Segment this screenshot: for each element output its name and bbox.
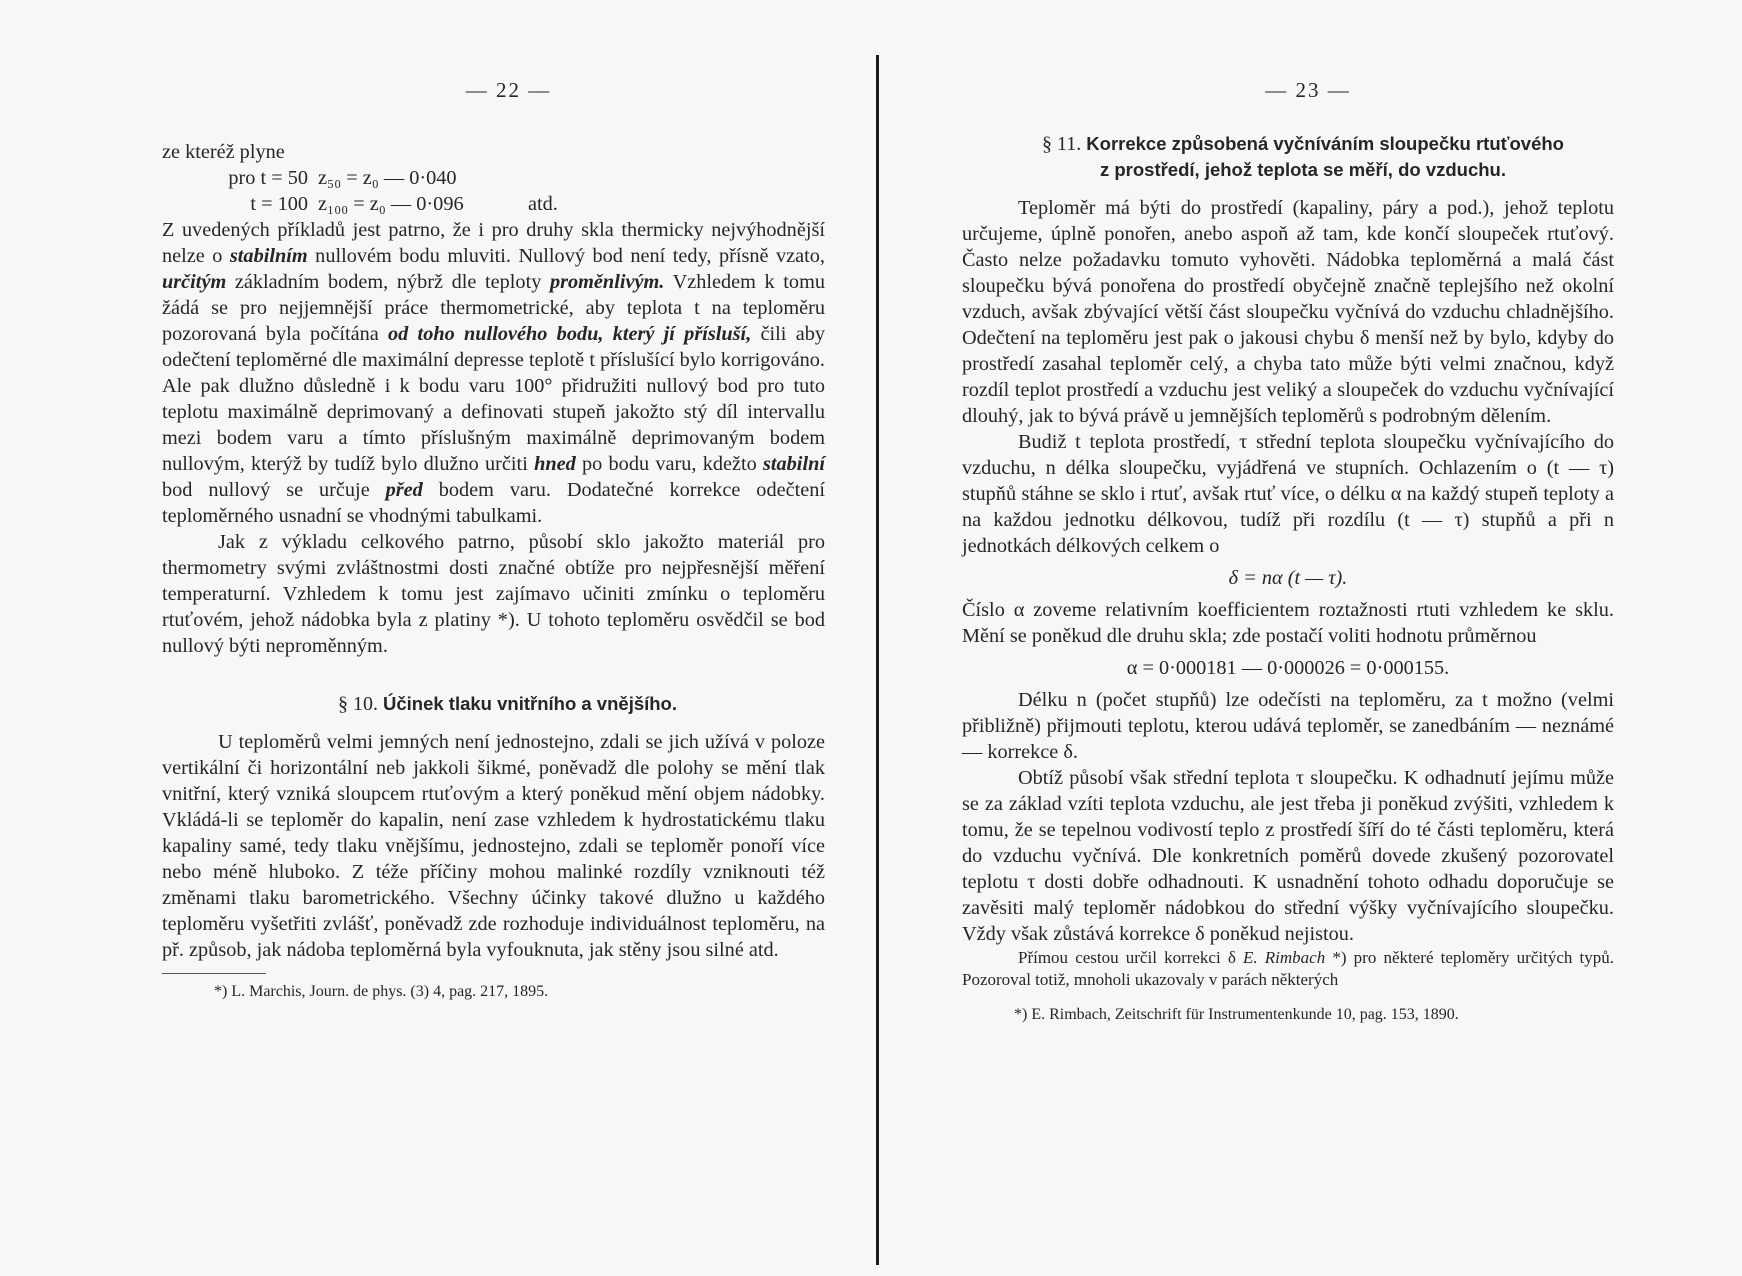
emphasis: stabilním — [229, 245, 308, 267]
text-run: Vzhledem k tomu žádá se pro nejjemnější práce thermometrické, aby teplota t na teploměru pozorovaná byla počítána — [162, 271, 825, 345]
section-heading — [162, 691, 825, 717]
page-number: — 23 — — [1265, 78, 1351, 102]
equation-delta: δ = nα (t — τ). — [1228, 567, 1348, 589]
footnote: *) E. Rimbach, Zeitschrift für Instrumentenkunde 10, pag. 153, 1890. — [1014, 1006, 1459, 1023]
emphasis: proměnlivým. — [549, 271, 665, 293]
text-run: Přímou cestou určil korrekci δ — [1018, 948, 1243, 967]
paragraph: Délku n (počet stupňů) lze odečísti na teploměru, za t možno (velmi přibližně) přijmouti teplotu, kterou udává teploměr, se zanedbáním — neznámé — korrekce δ. — [962, 689, 1614, 763]
emphasis: hned — [534, 453, 576, 475]
emphasis: stabilní — [763, 453, 825, 475]
equation-block — [162, 165, 825, 217]
right-page-body — [962, 131, 1614, 1025]
section-heading — [962, 131, 1614, 183]
page-number: — 22 — — [465, 78, 552, 102]
text-run: bodem varu. Dodatečné korrekce odečtení teploměrného usnadní se vhodnými tabulkami. — [162, 479, 825, 527]
paragraph — [162, 217, 825, 529]
section-title: Účinek tlaku vnitřního a vnějšího. — [382, 693, 677, 714]
emphasis: od toho nullového bodu, který jí přísluší, — [388, 323, 752, 345]
text-run: nullovém bodu mluviti. Nullový bod není tedy, přísně vzato, — [307, 245, 825, 267]
section-number: § 10. — [337, 693, 378, 715]
paragraph: Teploměr má býti do prostředí (kapaliny, páry a pod.), jehož teplotu určujeme, úplně ponořen, anebo aspoň až tam, kde končí sloupeček rtuťový. Často nelze požadavku tomuto vyhověti. Nádobka teploměrná a malá část sloupečku bývá ponořena do prostředí obyčejně značně teplejšího než okolní vzduch, avšak zbývající větší část sloupečku vyčnívá do vzduchu chladnějšího. Odečtení na teploměru jest pak o jakousi chybu δ menší než by bylo, kdyby do prostředí zasahal teploměr celý, a chyba tato může býti velmi značnou, když rozdíl teplot prostředí a vzduchu jest veliký a sloupeček do vzduchu vyčnívající dlouhý, jak to bývá právě u jemnějších teploměrů s podrobným dělením. — [962, 197, 1614, 427]
paragraph: Jak z výkladu celkového patrno, působí sklo jakožto materiál pro thermometry svými zvláštnostmi dosti značné obtíže pro nejpřesnější měření temperaturní. Vzhledem k tomu jest zajímavo učiniti zmínku o teploměru rtuťovém, jehož nádobka byla z platiny *). U tohoto teploměru osvědčil se bod nullový býti neproměnným. — [162, 531, 825, 657]
equation-formula: z₁₀₀ = z₀ — 0·096 — [318, 193, 464, 215]
emphasis: před — [385, 479, 423, 501]
text-run: Z uvedených příkladů jest patrno, že i pro druhy skla thermicky nejvýhodnější nelze o — [162, 219, 825, 267]
paragraph: Obtíž působí však střední teplota τ sloupečku. K odhadnutí jejímu může se za základ vzíti teplota vzduchu, ale jest třeba ji poněkud zvýšiti, vzhledem k tomu, že se tepelnou vodivostí teplo z prostředí šíří do té části teploměru, která do vzduchu vyčnívá. Dle konkretních poměrů dovede zkušený pozorovatel teplotu τ dosti dobře odhadnouti. K usnadnění tohoto odhadu doporučuje se zavěsiti malý teploměr nádobkou do střední výšky vyčnívajícího sloupečku. Vždy však zůstává korrekce δ poněkud nejistou. — [962, 767, 1614, 945]
equation-suffix: atd. — [528, 193, 558, 215]
section-title-line1: Korrekce způsobená vyčníváním sloupečku rtuťového — [1086, 133, 1564, 154]
equation-alpha: α = 0·000181 — 0·000026 = 0·000155. — [1126, 657, 1450, 679]
paragraph: Číslo α zoveme relativním koefficientem roztažnosti rtuti vzhledem ke sklu. Mění se poněkud dle druhu skla; zde postačí voliti hodnotu průměrnou — [962, 599, 1614, 647]
equation-formula: z₅₀ = z₀ — 0·040 — [318, 167, 457, 189]
equation-condition: pro t = 50 — [228, 167, 308, 189]
text-run: bod nullový se určuje — [162, 479, 386, 501]
equation-row — [162, 165, 825, 191]
paragraph-small — [962, 947, 1614, 991]
footnote-rule — [162, 973, 266, 974]
section-title-line2: z prostředí, jehož teplota se měří, do vzduchu. — [1099, 159, 1507, 180]
footnote: *) L. Marchis, Journ. de phys. (3) 4, pag. 217, 1895. — [214, 983, 549, 1000]
equation-row — [162, 191, 825, 217]
gutter-divider — [876, 55, 879, 1265]
emphasis: určitým — [162, 271, 227, 293]
text-run: čili aby odečtení teploměrné dle maximální depresse teplotě t příslušící bylo korrigováno. Ale pak dlužno důsledně i k bodu varu 100° přidružiti nullový bod pro tuto teplotu maximálně deprimovaný a definovati stupeň jakožto stý díl intervallu mezi bodem varu a tímto příslušným maximálně deprimovaným bodem nullovým, kterýž by tudíž bylo dlužno určiti — [162, 323, 825, 475]
equation-condition: t = 100 — [250, 193, 308, 215]
text-run: základním bodem, nýbrž dle teploty — [226, 271, 550, 293]
text-run: *) pro některé teploměry určitých typů. Pozoroval totiž, mnoholi ukazovaly v parách některých — [962, 948, 1614, 989]
right-page — [880, 0, 1742, 1276]
paragraph: U teploměrů velmi jemných není jednostejno, zdali se jich užívá v poloze vertikální či horizontální neb jakkoli šikmé, poněvadž dle polohy se mění tlak vnitřní, který vzniká sloupcem rtuťovým a který poněkud mění objem nádobky. Vkládá-li se teploměr do kapalin, není zase vzhledem k hydrostatickému tlaku kapaliny samé, tedy tlaku vnějšímu, jednostejno, zdali se teploměr ponoří více nebo méně hluboko. Z téže příčiny mohou malinké rozdíly vzniknouti též změnami tlaku barometrického. Všechny účinky takové dlužno u každého teploměru vyšetřiti zvlášť, poněvadž zde rozhoduje individuálnost teploměru, na př. způsob, jak nádoba teploměrná byla vyfouknuta, jak stěny jsou silné atd. — [162, 731, 825, 961]
equation-suffix — [528, 165, 600, 191]
text-run: po bodu varu, kdežto — [575, 453, 763, 475]
intro-line: ze kteréž plyne — [162, 141, 285, 163]
author-name: E. Rimbach — [1243, 948, 1326, 967]
section-number: § 11. — [1042, 133, 1082, 155]
left-page-body — [162, 139, 825, 1002]
paragraph: Budiž t teplota prostředí, τ střední teplota sloupečku vyčnívajícího do vzduchu, n délka sloupečku, vyjádřená ve stupních. Ochlazením o (t — τ) stupňů stáhne se sklo i rtuť, avšak rtuť více, o délku α na každý stupeň teploty a na každou jednotku délkovou, tudíž při rozdílu (t — τ) stupňů a při n jednotkách délkových celkem o — [962, 431, 1614, 557]
